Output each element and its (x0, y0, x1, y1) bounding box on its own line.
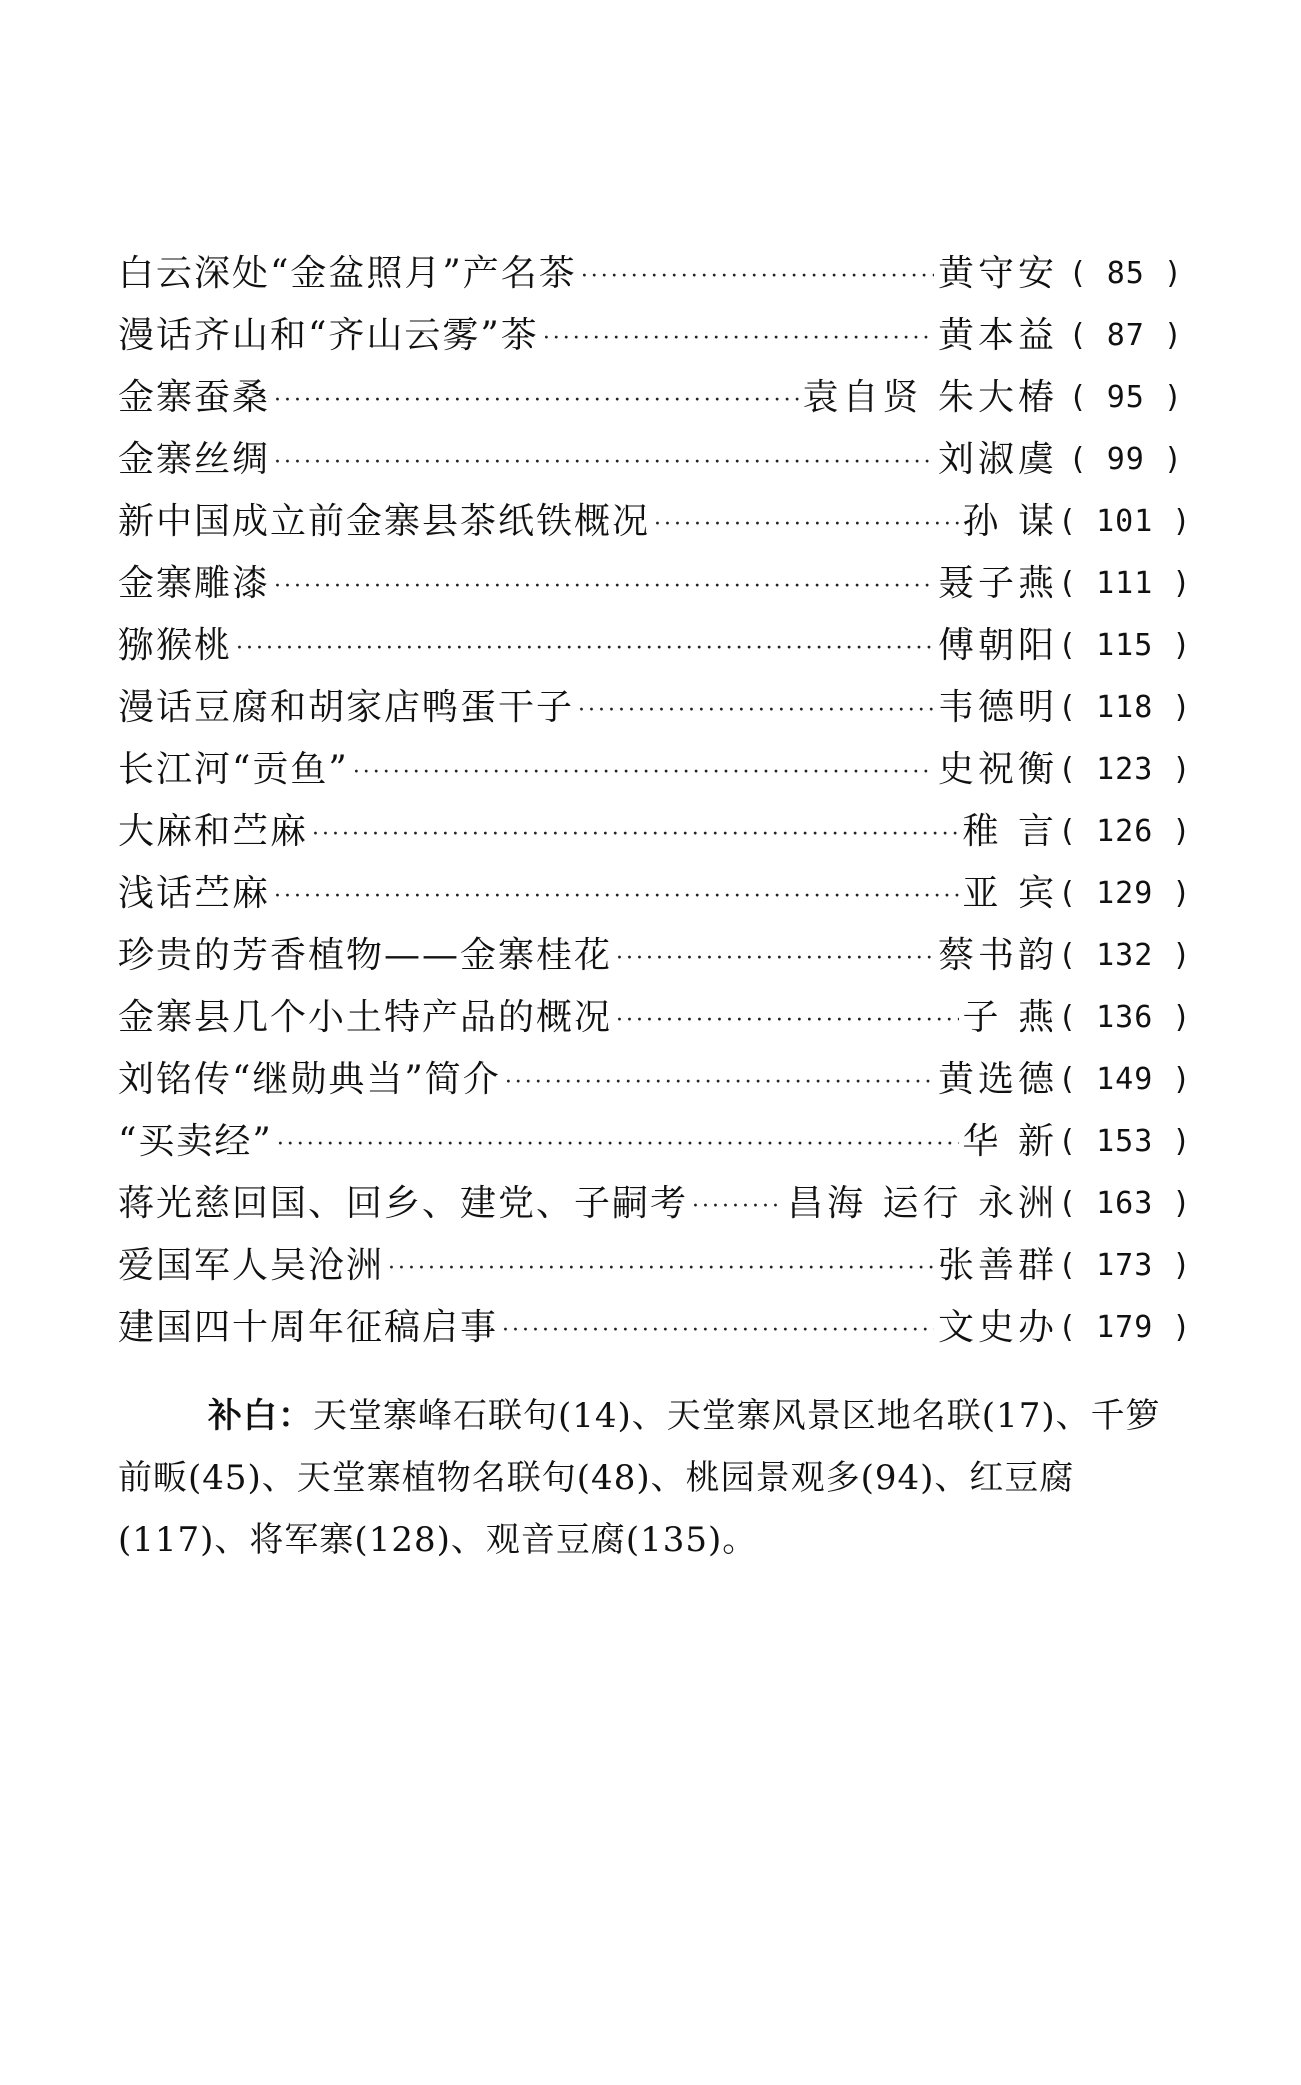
toc-entry-page: ( 129 ) (1058, 876, 1192, 911)
toc-entry-title: 漫话齐山和“齐山云雾”茶 (118, 315, 539, 356)
toc-entry (118, 925, 1192, 987)
toc-entry-author: 傅朝阳 (937, 625, 1058, 666)
toc-entry-author: 稚 言 (962, 811, 1058, 852)
toc-entry-author: 黄本益 (937, 315, 1058, 356)
toc-entry-title: 浅话苎麻 (118, 873, 271, 914)
toc-entry (118, 987, 1192, 1049)
toc-entry (118, 739, 1192, 801)
toc-entry-author: 黄守安 (937, 253, 1058, 294)
dot-leader (274, 370, 799, 432)
toc-entry-title: 金寨丝绸 (118, 439, 271, 480)
dot-leader (312, 804, 959, 866)
toc-entry-title: 爱国军人吴沧洲 (118, 1245, 385, 1286)
toc-entry-page: ( 118 ) (1058, 690, 1192, 725)
toc-entry-author: 史祝衡 (937, 749, 1058, 790)
toc-entry-author: 子 燕 (962, 997, 1058, 1038)
toc-entry-author: 黄选德 (937, 1059, 1058, 1100)
toc-entry (118, 367, 1183, 429)
dot-leader (388, 1238, 934, 1300)
toc-entry-title: 金寨雕漆 (118, 563, 271, 604)
toc-entry-page: ( 95 ) (1068, 380, 1183, 415)
toc-entry-page: ( 87 ) (1068, 318, 1183, 353)
toc-entry-author: 袁自贤 朱大椿 (802, 377, 1058, 418)
toc-entry (118, 801, 1192, 863)
toc-entry-author: 聂子燕 (937, 563, 1058, 604)
supplement-label: 补白： (208, 1396, 313, 1436)
toc-entry (118, 863, 1192, 925)
toc-entry-title: 金寨县几个小土特产品的概况 (118, 997, 613, 1038)
supplement-note (118, 1385, 1188, 1571)
toc-entry-page: ( 99 ) (1068, 442, 1183, 477)
dot-leader (692, 1176, 783, 1238)
toc-entry-title: 长江河“贡鱼” (118, 749, 349, 790)
dot-leader (353, 742, 934, 804)
toc-entry-author: 文史办 (937, 1307, 1058, 1348)
toc-entry-page: ( 115 ) (1058, 628, 1192, 663)
dot-leader (274, 866, 959, 928)
toc-entry-page: ( 179 ) (1058, 1310, 1192, 1345)
toc-entry (118, 1173, 1192, 1235)
toc-entry-title: 白云深处“金盆照月”产名茶 (118, 253, 577, 294)
toc-entry-title: 珍贵的芳香植物——金寨桂花 (118, 935, 613, 976)
table-of-contents (118, 243, 1192, 1359)
dot-leader (236, 618, 934, 680)
toc-entry-page: ( 163 ) (1058, 1186, 1192, 1221)
toc-entry-page: ( 101 ) (1058, 504, 1192, 539)
dot-leader (274, 556, 934, 618)
toc-entry-author: 张善群 (937, 1245, 1058, 1286)
toc-entry-title: “买卖经” (118, 1121, 273, 1162)
toc-entry (118, 243, 1183, 305)
toc-entry (118, 1049, 1192, 1111)
dot-leader (616, 990, 959, 1052)
toc-entry-page: ( 153 ) (1058, 1124, 1192, 1159)
toc-entry (118, 615, 1192, 677)
dot-leader (616, 928, 934, 990)
toc-entry-page: ( 85 ) (1068, 256, 1183, 291)
toc-entry (118, 677, 1192, 739)
toc-entry-page: ( 136 ) (1058, 1000, 1192, 1035)
toc-entry-author: 华 新 (962, 1121, 1058, 1162)
toc-entry-author: 韦德明 (937, 687, 1058, 728)
toc-entry-page: ( 123 ) (1058, 752, 1192, 787)
toc-entry-title: 大麻和苎麻 (118, 811, 309, 852)
toc-entry-author: 孙 谋 (962, 501, 1058, 542)
toc-entry (118, 305, 1183, 367)
dot-leader (654, 494, 959, 556)
toc-entry-title: 猕猴桃 (118, 625, 233, 666)
dot-leader (277, 1114, 959, 1176)
toc-entry-title: 金寨蚕桑 (118, 377, 271, 418)
toc-entry-page: ( 111 ) (1058, 566, 1192, 601)
toc-entry (118, 491, 1192, 553)
toc-entry-title: 刘铭传“继勋典当”简介 (118, 1059, 501, 1100)
dot-leader (581, 246, 934, 308)
dot-leader (578, 680, 934, 742)
toc-entry-author: 蔡书韵 (937, 935, 1058, 976)
dot-leader (543, 308, 934, 370)
toc-entry (118, 553, 1192, 615)
supplement-text: 天堂寨峰石联句(14)、天堂寨风景区地名联(17)、千箩前畈(45)、天堂寨植物名联句(48)、桃园景观多(94)、红豆腐(117)、将军寨(128)、观音豆腐(135)。 (118, 1396, 1161, 1560)
dot-leader (502, 1300, 934, 1362)
toc-entry-title: 建国四十周年征稿启事 (118, 1307, 499, 1348)
toc-entry-page: ( 173 ) (1058, 1248, 1192, 1283)
toc-entry-author: 刘淑虞 (937, 439, 1058, 480)
toc-entry-author: 亚 宾 (962, 873, 1058, 914)
toc-entry-title: 蒋光慈回国、回乡、建党、子嗣考 (118, 1183, 689, 1224)
toc-entry (118, 429, 1183, 491)
toc-entry-title: 漫话豆腐和胡家店鸭蛋干子 (118, 687, 575, 728)
toc-entry (118, 1111, 1192, 1173)
toc-entry-page: ( 149 ) (1058, 1062, 1192, 1097)
toc-entry-page: ( 132 ) (1058, 938, 1192, 973)
toc-entry (118, 1235, 1192, 1297)
dot-leader (505, 1052, 934, 1114)
toc-entry-page: ( 126 ) (1058, 814, 1192, 849)
dot-leader (274, 432, 934, 494)
toc-entry (118, 1297, 1192, 1359)
toc-entry-title: 新中国成立前金寨县茶纸铁概况 (118, 501, 651, 542)
toc-entry-author: 昌海 运行 永洲 (787, 1183, 1058, 1224)
